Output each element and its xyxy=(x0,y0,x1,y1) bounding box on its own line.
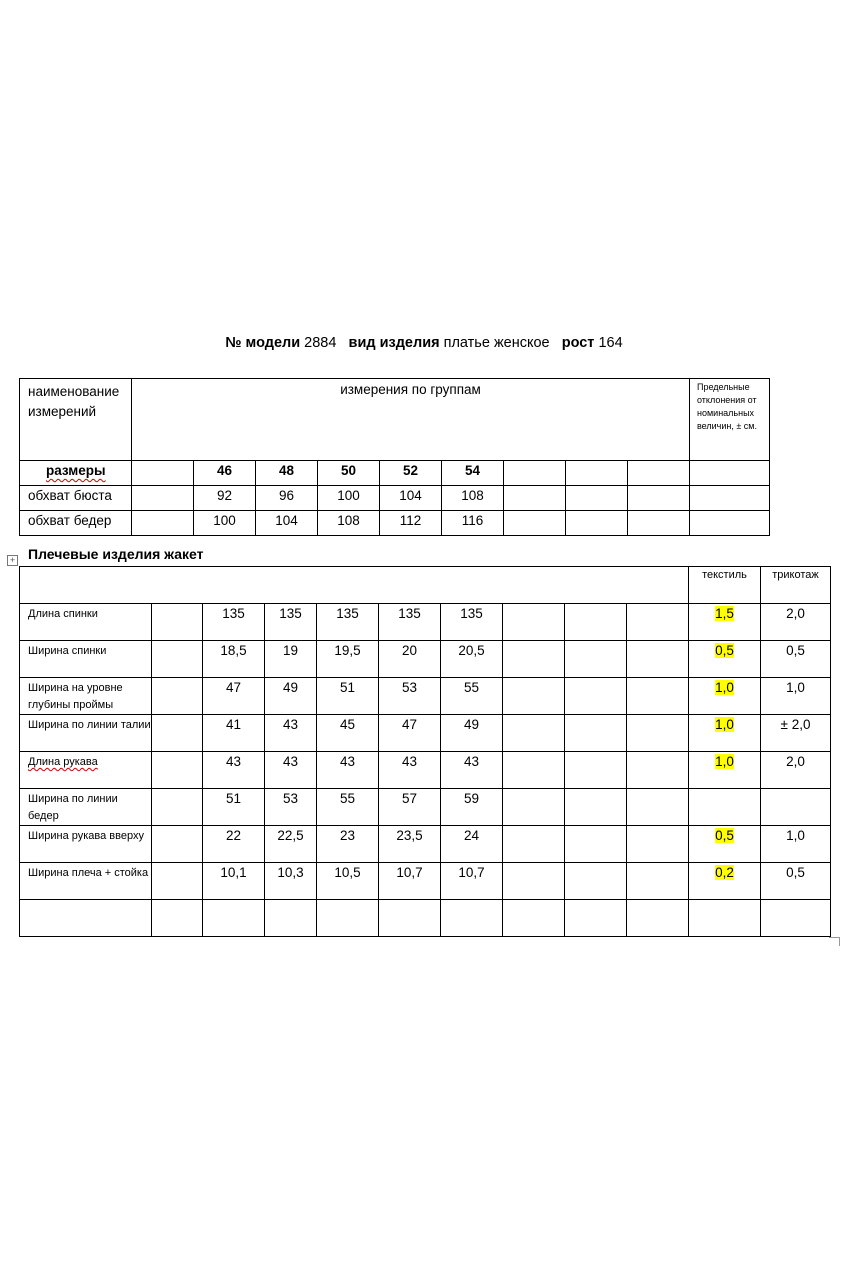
value-cell: 51 xyxy=(203,789,265,826)
empty-cell xyxy=(503,604,565,641)
row-label: Ширина на уровне глубины проймы xyxy=(20,678,152,715)
textile-tolerance-cell xyxy=(689,715,761,752)
value-cell: 100 xyxy=(318,486,380,511)
empty-cell xyxy=(565,789,627,826)
empty-cell xyxy=(152,641,203,678)
section-title: Плечевые изделия жакет xyxy=(28,546,204,562)
empty-cell xyxy=(503,900,565,937)
height-label: рост xyxy=(561,335,595,351)
empty-cell xyxy=(503,789,565,826)
measurement-row xyxy=(20,678,831,715)
measurement-row xyxy=(20,641,831,678)
value-cell: 10,7 xyxy=(441,863,503,900)
measurement-row xyxy=(20,863,831,900)
value-cell: 53 xyxy=(265,789,317,826)
textile-tolerance-value: 1,0 xyxy=(715,680,734,695)
row-label: Ширина спинки xyxy=(20,641,152,678)
value-cell: 135 xyxy=(379,604,441,641)
empty-cell xyxy=(503,641,565,678)
empty-cell xyxy=(152,752,203,789)
empty-cell xyxy=(152,604,203,641)
empty-cell xyxy=(379,900,441,937)
measurement-row xyxy=(20,826,831,863)
value-cell: 49 xyxy=(265,678,317,715)
empty-cell xyxy=(565,863,627,900)
height-value: 164 xyxy=(598,335,623,351)
knit-tolerance-cell: 0,5 xyxy=(761,863,831,900)
value-cell: 43 xyxy=(265,715,317,752)
size-cell: 54 xyxy=(442,461,504,486)
value-cell: 112 xyxy=(380,511,442,536)
value-cell: 43 xyxy=(379,752,441,789)
row-label: Ширина плеча + стойка xyxy=(20,863,152,900)
textile-tolerance-value: 0,5 xyxy=(715,643,734,658)
value-cell: 55 xyxy=(441,678,503,715)
value-cell: 100 xyxy=(194,511,256,536)
value-cell: 23 xyxy=(317,826,379,863)
empty-cell xyxy=(504,461,566,486)
empty-cell xyxy=(566,511,628,536)
empty-header-cell xyxy=(20,567,689,604)
value-cell: 135 xyxy=(441,604,503,641)
value-cell: 108 xyxy=(318,511,380,536)
value-cell: 19,5 xyxy=(317,641,379,678)
value-cell: 53 xyxy=(379,678,441,715)
empty-cell xyxy=(565,715,627,752)
empty-cell xyxy=(690,511,770,536)
value-cell: 22 xyxy=(203,826,265,863)
value-cell: 55 xyxy=(317,789,379,826)
empty-cell xyxy=(689,900,761,937)
size-cell: 48 xyxy=(256,461,318,486)
knit-header: трикотаж xyxy=(761,567,831,604)
empty-cell xyxy=(503,678,565,715)
row-label: Ширина по линии бедер xyxy=(20,789,152,826)
value-cell: 43 xyxy=(265,752,317,789)
value-cell: 43 xyxy=(203,752,265,789)
textile-tolerance-value: 1,0 xyxy=(715,754,734,769)
size-cell: 50 xyxy=(318,461,380,486)
empty-cell xyxy=(627,715,689,752)
value-cell: 92 xyxy=(194,486,256,511)
empty-cell xyxy=(504,511,566,536)
empty-cell xyxy=(317,900,379,937)
empty-cell xyxy=(627,641,689,678)
textile-tolerance-cell xyxy=(689,863,761,900)
knit-tolerance-cell: 2,0 xyxy=(761,604,831,641)
type-label: вид изделия xyxy=(348,335,440,351)
empty-cell xyxy=(152,789,203,826)
empty-cell xyxy=(627,678,689,715)
value-cell: 47 xyxy=(379,715,441,752)
textile-tolerance-cell xyxy=(689,826,761,863)
empty-cell xyxy=(132,511,194,536)
empty-cell xyxy=(503,826,565,863)
empty-cell xyxy=(132,486,194,511)
value-cell: 43 xyxy=(317,752,379,789)
jacket-measurements-table xyxy=(19,566,831,937)
empty-cell xyxy=(565,900,627,937)
empty-cell xyxy=(503,715,565,752)
value-cell: 43 xyxy=(441,752,503,789)
value-cell: 18,5 xyxy=(203,641,265,678)
empty-cell xyxy=(152,826,203,863)
value-cell: 135 xyxy=(317,604,379,641)
groups-header: измерения по группам xyxy=(132,379,690,461)
row-label: обхват бюста xyxy=(20,486,132,511)
empty-cell xyxy=(152,863,203,900)
textile-tolerance-value: 0,2 xyxy=(715,865,734,880)
value-cell: 135 xyxy=(265,604,317,641)
measurement-name-header: наименование измерений xyxy=(20,379,132,461)
empty-cell xyxy=(761,900,831,937)
textile-tolerance-value: 0,5 xyxy=(715,828,734,843)
row-label: Ширина по линии талии xyxy=(20,715,152,752)
value-cell: 24 xyxy=(441,826,503,863)
knit-tolerance-cell: 2,0 xyxy=(761,752,831,789)
value-cell: 10,5 xyxy=(317,863,379,900)
value-cell: 96 xyxy=(256,486,318,511)
value-cell: 20,5 xyxy=(441,641,503,678)
textile-tolerance-cell xyxy=(689,678,761,715)
empty-cell xyxy=(566,461,628,486)
value-cell: 108 xyxy=(442,486,504,511)
model-value: 2884 xyxy=(304,335,337,351)
empty-cell xyxy=(628,461,690,486)
value-cell: 51 xyxy=(317,678,379,715)
empty-cell xyxy=(628,486,690,511)
knit-tolerance-cell: 1,0 xyxy=(761,826,831,863)
empty-cell xyxy=(690,486,770,511)
empty-cell xyxy=(566,486,628,511)
knit-tolerance-cell: ± 2,0 xyxy=(761,715,831,752)
table-move-handle-icon[interactable]: + xyxy=(7,555,18,566)
empty-cell xyxy=(132,461,194,486)
value-cell: 57 xyxy=(379,789,441,826)
empty-cell xyxy=(628,511,690,536)
empty-cell xyxy=(152,900,203,937)
empty-cell xyxy=(565,826,627,863)
measurement-row xyxy=(20,604,831,641)
measurement-row xyxy=(20,715,831,752)
empty-cell xyxy=(627,863,689,900)
value-cell: 116 xyxy=(442,511,504,536)
empty-cell xyxy=(565,604,627,641)
empty-row xyxy=(20,900,831,937)
empty-cell xyxy=(627,789,689,826)
empty-cell xyxy=(565,752,627,789)
empty-cell xyxy=(441,900,503,937)
value-cell: 104 xyxy=(256,511,318,536)
empty-cell xyxy=(152,678,203,715)
empty-cell xyxy=(503,863,565,900)
measurement-row xyxy=(20,752,831,789)
value-cell: 59 xyxy=(441,789,503,826)
textile-tolerance-cell xyxy=(689,789,761,826)
empty-cell xyxy=(20,900,152,937)
textile-tolerance-cell xyxy=(689,604,761,641)
empty-cell xyxy=(690,461,770,486)
textile-tolerance-value: 1,0 xyxy=(715,717,734,732)
empty-cell xyxy=(565,641,627,678)
textile-tolerance-cell xyxy=(689,641,761,678)
row-label: обхват бедер xyxy=(20,511,132,536)
empty-cell xyxy=(504,486,566,511)
value-cell: 49 xyxy=(441,715,503,752)
value-cell: 104 xyxy=(380,486,442,511)
empty-cell xyxy=(203,900,265,937)
empty-cell xyxy=(152,715,203,752)
size-measurements-table xyxy=(19,378,770,536)
empty-cell xyxy=(503,752,565,789)
size-cell: 46 xyxy=(194,461,256,486)
empty-cell xyxy=(565,678,627,715)
type-value: платье женское xyxy=(443,335,550,351)
value-cell: 23,5 xyxy=(379,826,441,863)
textile-header: текстиль xyxy=(689,567,761,604)
empty-cell xyxy=(627,900,689,937)
knit-tolerance-cell: 0,5 xyxy=(761,641,831,678)
value-cell: 10,3 xyxy=(265,863,317,900)
row-label: Длина спинки xyxy=(20,604,152,641)
textile-tolerance-value: 1,5 xyxy=(715,606,734,621)
model-label: № модели xyxy=(225,335,301,351)
value-cell: 41 xyxy=(203,715,265,752)
empty-cell xyxy=(627,826,689,863)
deviation-header: Предельные отклонения от номинальных величин, ± см. xyxy=(690,379,770,461)
value-cell: 10,7 xyxy=(379,863,441,900)
sizes-label: размеры xyxy=(20,461,132,486)
knit-tolerance-cell: 1,0 xyxy=(761,678,831,715)
value-cell: 135 xyxy=(203,604,265,641)
value-cell: 19 xyxy=(265,641,317,678)
empty-cell xyxy=(265,900,317,937)
value-cell: 22,5 xyxy=(265,826,317,863)
knit-tolerance-cell xyxy=(761,789,831,826)
measurement-row xyxy=(20,789,831,826)
row-label xyxy=(20,752,152,789)
row-label: Ширина рукава вверху xyxy=(20,826,152,863)
empty-cell xyxy=(627,604,689,641)
row-label-text: Длина рукава xyxy=(28,756,98,768)
value-cell: 47 xyxy=(203,678,265,715)
size-cell: 52 xyxy=(380,461,442,486)
value-cell: 10,1 xyxy=(203,863,265,900)
page-corner-mark xyxy=(829,937,840,946)
empty-cell xyxy=(627,752,689,789)
textile-tolerance-cell xyxy=(689,752,761,789)
value-cell: 20 xyxy=(379,641,441,678)
document-title xyxy=(0,335,848,351)
value-cell: 45 xyxy=(317,715,379,752)
